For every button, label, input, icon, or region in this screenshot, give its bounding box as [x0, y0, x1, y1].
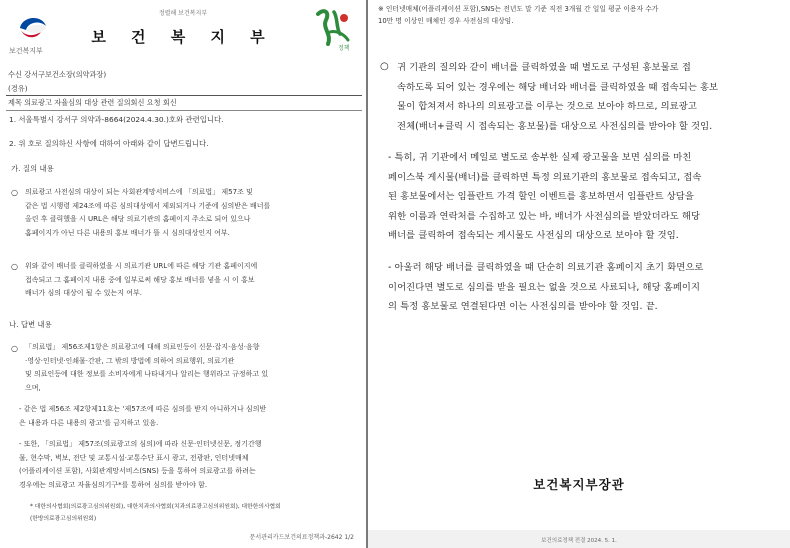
answer-3-line-3: (어플리케이션 포함), 사회관계망서비스(SNS) 등을 통하여 의료광고를 하려는	[19, 467, 256, 475]
minister-signature: 보건복지부장관	[533, 477, 625, 492]
question-1-line-4: 홈페이지가 아닌 다른 내용의 홍보 배너가 뜰 시 심의대상인지 여부.	[25, 228, 230, 237]
reply-3-line-3: 의 특정 홍보물로 연결된다면 이는 사전심의를 받아야 할 것임. 끝.	[388, 301, 658, 313]
star-note-line-1: ※ 인터넷매체(어플리케이션 포함),SNS는 전년도 말 기준 직전 3개월 간 일일 평균 이용자 수가	[378, 5, 659, 13]
reply-1-line-4: 전체(배너+클릭 시 접속되는 홍보물)를 대상으로 사전심의를 받아야 할 것임.	[397, 120, 713, 132]
subject-line: 제목 의료광고 자율심의 대상 관련 질의회신 요청 회신	[8, 98, 177, 107]
reply-2-line-3: 된 홍보물에서는 임플란트 가격 할인 이벤트를 홍보하면서 임플란트 상담을	[388, 191, 694, 203]
section-b-heading: 나. 답변 내용	[9, 320, 52, 329]
question-2-line-3: 배너가 심의 대상이 될 수 있는지 여부.	[25, 289, 143, 297]
recipient-line: 수신 강서구보건소장(의약과장)	[8, 70, 107, 79]
question-2-line-1: 위와 같이 배너를 클릭하였을 시 의료기관 URL에 따른 해당 기관 홈페이지에	[25, 262, 258, 270]
answer-1-line-3: 및 의료인등에 대한 정보를 소비자에게 나타내거나 알리는 행위라고 규정하고 있	[25, 370, 269, 378]
left-page-footer: 문서관리카드보건의료정책과-2642 1/2	[249, 534, 354, 541]
right-page-footer: 보건의료정책 전결 2024. 5. 1.	[541, 538, 617, 544]
answer-3-line-4: 경우에는 의료광고 자율심의기구*를 통하여 심의를 받아야 함.	[19, 480, 208, 489]
reply-2-line-4: 위한 이름과 연락처를 수집하고 있는 바, 배너가 사전심의를 받았더라도 해당	[388, 210, 701, 222]
via-line: (경유)	[8, 84, 28, 93]
svg-text:정책: 정책	[338, 45, 350, 52]
reply-2-line-2: 페이스북 게시물(배너)를 클릭하면 특정 의료기관의 홍보물로 접속되고, 접속	[388, 171, 702, 183]
bullet-circle-icon: ○	[11, 262, 18, 271]
footnote-line-1: * 대한의사협회(의료광고심의위원회), 대한치과의사협회(치과의료광고심의위원회), 대한한의사협회	[30, 504, 281, 510]
question-1-line-1: 의료광고 사전심의 대상이 되는 사회관계망서비스에 「의료법」 제57조 및	[25, 188, 253, 196]
reply-1-line-1: 귀 기관의 질의와 같이 배너를 클릭하였을 때 별도로 구성된 홍보물로 접	[397, 62, 691, 73]
answer-2-line-1: - 같은 법 제56조 제2항제11호는 '제57조에 따른 심의를 받지 아니하거나 심의받	[19, 405, 267, 413]
reply-1-line-3: 물이 합쳐져서 하나의 의료광고를 이루는 것으로 보아야 하므로, 의료광고	[397, 101, 697, 113]
answer-1-line-4: 으며,	[25, 383, 41, 392]
paragraph-1: 1. 서울특별시 강서구 의약과-8664(2024.4.30.)호와 관련입니다.	[9, 115, 224, 124]
bullet-circle-icon: ○	[380, 61, 389, 72]
reply-1-line-2: 속하도록 되어 있는 경우에는 해당 배너와 배너를 클릭하였을 때 접속되는 홍보	[397, 81, 719, 93]
question-2-line-2: 접속되고 그 홈페이지 내용 중에 일부로써 해당 홍보 배너를 넣을 시 이 홍보	[25, 275, 255, 284]
reply-3-line-1: - 아울러 해당 배너를 클릭하였을 때 단순히 의료기관 홈페이지 초기 화면으로	[388, 262, 704, 273]
answer-3-line-2: 물, 현수막, 벽보, 전단 및 교통시설·교통수단 표시 광고, 전광판, 인터넷매체	[19, 453, 249, 462]
paragraph-2: 2. 위 호로 질의하신 사항에 대하여 아래와 같이 답변드립니다.	[9, 139, 209, 148]
answer-1-line-2: ·영상·인터넷·인쇄물·간판, 그 밖의 방법에 의하여 의료행위, 의료기관	[25, 356, 235, 365]
reply-2-line-5: 배너를 클릭하여 접속되는 게시물도 사전심의 대상으로 보아야 할 것임.	[388, 230, 679, 242]
emblem-label: 보건복지부	[9, 47, 43, 55]
subject-bottom-rule	[6, 110, 362, 111]
policy-calligraphy-logo-icon	[310, 4, 360, 54]
footnote-line-2: (한방의료광고심의위원회)	[30, 516, 97, 522]
reply-2-line-1: - 특히, 귀 기관에서 메일로 별도로 송부한 실제 광고물을 보면 심의를 마친	[388, 152, 692, 163]
answer-3-line-1: - 또한, 「의료법」 제57조(의료광고의 심의)에 따라 신문·인터넷신문, 정기간행	[19, 440, 262, 448]
ministry-title: 보 건 복 지 부	[91, 28, 275, 46]
header-motto: 정렬해 보건복지부	[158, 10, 208, 17]
reply-3-line-2: 이어진다면 별도로 심의를 받을 필요는 없을 것으로 사료되나, 해당 홈페이지	[388, 281, 701, 293]
right-document-page	[368, 0, 790, 548]
subject-top-rule	[6, 95, 362, 96]
answer-2-line-2: 은 내용과 다른 내용의 광고'를 금지하고 있음.	[19, 418, 159, 427]
left-document-page	[0, 0, 366, 548]
question-1-line-2: 같은 법 시행령 제24조에 따른 심의대상에서 제외되거나 기준에 심의받은 배너를	[25, 201, 271, 210]
answer-1-line-1: 「의료법」 제56조제1항은 의료광고에 대해 의료인등이 신문·잡지·음성·음향	[25, 343, 260, 351]
section-a-heading: 가. 질의 내용	[11, 164, 54, 173]
bullet-circle-icon: ○	[11, 344, 18, 353]
bullet-circle-icon: ○	[11, 188, 18, 197]
star-note-line-2: 10만 명 이상인 매체인 경우 사전심의 대상임.	[378, 16, 514, 25]
question-1-line-3: 올린 후 클릭했을 시 URL은 해당 의료기관의 홈페이지 주소로 되어 있으나	[25, 215, 251, 223]
